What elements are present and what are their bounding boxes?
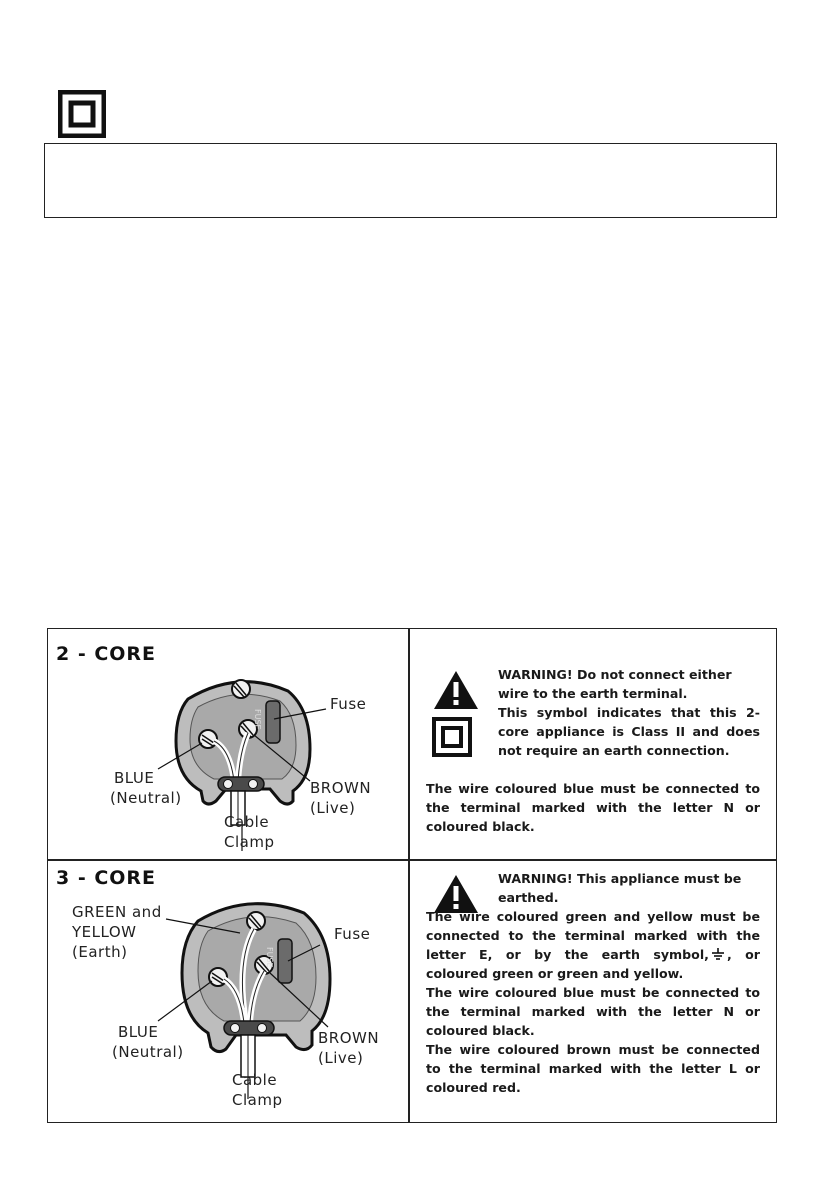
notice-box <box>44 143 777 218</box>
three-core-warning-line-1: WARNING! This appliance must be <box>498 871 742 886</box>
two-core-warning-text <box>498 665 760 760</box>
brown-live-label: (Live) <box>310 799 356 817</box>
blue-label: BLUE <box>118 1023 159 1041</box>
two-core-diagram-cell <box>48 629 408 859</box>
three-core-heading: 3 - CORE <box>56 867 157 889</box>
two-core-text-cell <box>410 629 776 859</box>
three-core-warning-line-2: earthed. <box>498 890 559 905</box>
brown-live-label: (Live) <box>318 1049 364 1067</box>
three-core-brown-rule: The wire coloured brown must be connected to the terminal marked with the letter L or coloured red. <box>426 1042 760 1095</box>
cable-clamp-label-line2: Clamp <box>232 1091 283 1109</box>
fuse-label: Fuse <box>334 925 371 943</box>
three-core-green-rule-a: The wire coloured green and yellow must be connected to the terminal marked with the letter E, or by the earth symbol, <box>426 909 760 962</box>
three-core-diagram-cell <box>48 861 408 1123</box>
class-ii-symbol-icon <box>58 90 106 138</box>
earth-label: (Earth) <box>72 943 128 961</box>
warning-triangle-icon <box>432 669 480 711</box>
yellow-label: YELLOW <box>72 923 137 941</box>
green-yellow-label: GREEN and <box>72 903 162 921</box>
two-core-blue-rule: The wire coloured blue must be connected to the terminal marked with the letter N or coloured black. <box>426 781 760 834</box>
blue-label: BLUE <box>114 769 155 787</box>
class-ii-symbol-icon <box>432 717 472 757</box>
three-core-green-rule-b: , or coloured green or green and yellow. <box>426 947 760 981</box>
cable-clamp-label-line1: Cable <box>224 813 270 831</box>
brown-label: BROWN <box>318 1029 380 1047</box>
three-core-green-rule <box>426 907 760 983</box>
two-core-warning-line-2: wire to the earth terminal. <box>498 686 688 701</box>
two-core-symbol-text: This symbol indicates that this 2-core appliance is Class II and does not require an earth connection. <box>498 705 760 758</box>
brown-label: BROWN <box>310 779 372 797</box>
earth-symbol-icon <box>711 948 725 960</box>
three-core-rules <box>426 907 760 1097</box>
two-core-heading: 2 - CORE <box>56 643 157 665</box>
fuse-marking: FUSE <box>265 947 274 968</box>
two-core-warning-line-1: WARNING! Do not connect either <box>498 667 732 682</box>
three-core-text-cell <box>410 861 776 1123</box>
fuse-marking: FUSE <box>253 709 262 730</box>
three-core-plug-diagram-icon <box>48 861 408 1123</box>
blue-neutral-label: (Neutral) <box>112 1043 184 1061</box>
three-core-blue-rule: The wire coloured blue must be connected to the terminal marked with the letter N or coloured black. <box>426 985 760 1038</box>
three-core-warning-text <box>498 869 760 907</box>
blue-neutral-label: (Neutral) <box>110 789 182 807</box>
fuse-label: Fuse <box>330 695 367 713</box>
wiring-table <box>47 628 777 1123</box>
cable-clamp-label-line1: Cable <box>232 1071 278 1089</box>
cable-clamp-label-line2: Clamp <box>224 833 275 851</box>
